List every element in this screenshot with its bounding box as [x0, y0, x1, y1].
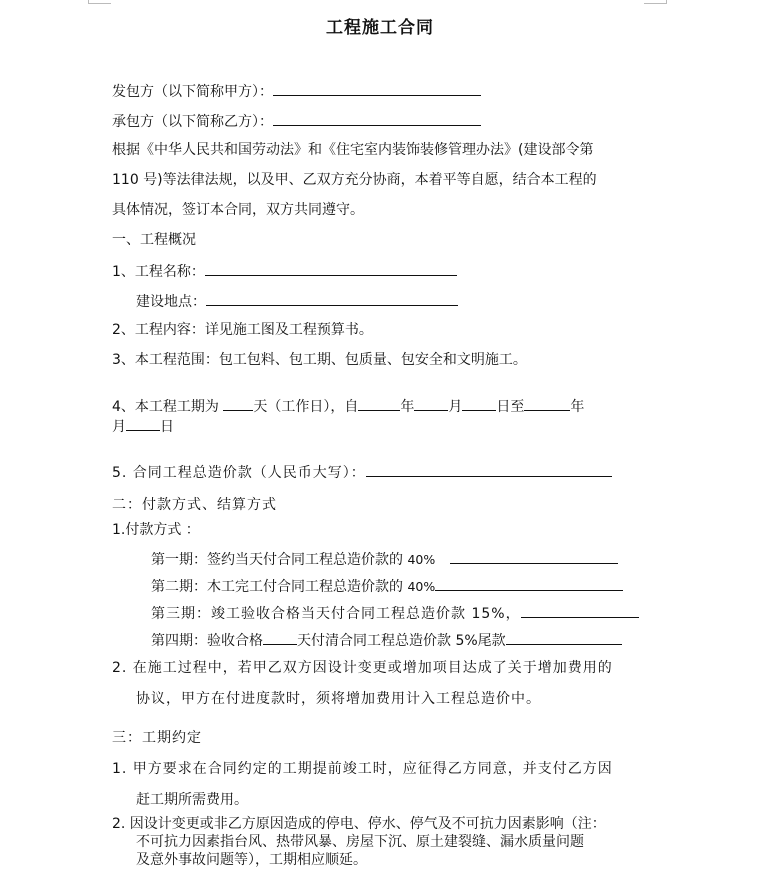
total-price-blank[interactable] — [366, 462, 612, 477]
project-content-line: 2、工程内容：详见施工图及工程预算书。 — [112, 322, 373, 338]
end-day-label: 日 — [160, 419, 174, 435]
end-year-blank[interactable] — [524, 396, 570, 411]
total-price-line — [112, 462, 612, 482]
payment-phase-3-blank[interactable] — [521, 603, 639, 618]
payment-method-label: 1.付款方式 ： — [112, 522, 200, 538]
start-day-label: 日至 — [496, 399, 525, 415]
payment-phase-2-blank[interactable] — [435, 576, 623, 591]
payment-phase-3-text: 第三期：竣工验收合格当天付合同工程总造价款 15%， — [151, 606, 521, 622]
payment-phase-4-text: 天付清合同工程总造价款 5%尾款 — [297, 633, 506, 649]
payment-phase-1-text: 第一期：签约当天付合同工程总造价款的 — [151, 552, 403, 568]
section-2-item-2-line-1: 2. 在施工过程中，若甲乙双方因设计变更或增加项目达成了关于增加费用的 — [112, 660, 613, 676]
project-scope-line: 3、本工程范围：包工包料、包工期、包质量、包安全和文明施工。 — [112, 352, 527, 368]
party-a-blank[interactable] — [273, 81, 481, 96]
site-location-label: 建设地点： — [136, 294, 206, 310]
document-title: 工程施工合同 — [326, 18, 434, 38]
section-3-item-2-line-3: 及意外事故问题等），工期相应顺延。 — [136, 852, 367, 868]
intro-line-3: 具体情况，签订本合同，双方共同遵守。 — [112, 202, 364, 218]
party-b-blank[interactable] — [273, 111, 481, 126]
end-month-label: 月 — [112, 419, 126, 435]
duration-days-label: 天（工作日），自 — [253, 399, 359, 415]
party-a-label: 发包方（以下简称甲方）： — [112, 84, 273, 100]
project-name-line — [112, 261, 457, 281]
section-2-heading: 二：付款方式、结算方式 — [112, 497, 277, 513]
payment-phase-4-blank[interactable] — [506, 630, 622, 645]
project-name-label: 1、工程名称： — [112, 264, 205, 280]
duration-line-2 — [112, 416, 174, 436]
payment-phase-2 — [151, 576, 623, 596]
project-name-blank[interactable] — [205, 261, 457, 276]
payment-phase-2-percent: 40% — [407, 579, 436, 594]
party-b-line — [112, 111, 481, 131]
start-year-blank[interactable] — [358, 396, 400, 411]
duration-prefix: 4、本工程工期为 — [112, 399, 219, 415]
payment-phase-4-days-blank[interactable] — [263, 630, 297, 645]
site-location-blank[interactable] — [206, 291, 458, 306]
payment-phase-4 — [151, 630, 622, 650]
total-price-label: 5. 合同工程总造价款（人民币大写）： — [112, 465, 366, 481]
payment-phase-2-text: 第二期：木工完工付合同工程总造价款的 — [151, 579, 403, 595]
intro-line-1: 根据《中华人民共和国劳动法》和《住宅室内装饰装修管理办法》(建设部令第 — [112, 142, 594, 158]
page-corner-mark-left — [88, 0, 111, 4]
section-2-item-2-line-2: 协议，甲方在付进度款时，须将增加费用计入工程总造价中。 — [136, 691, 541, 707]
party-b-label: 承包方（以下简称乙方）： — [112, 114, 273, 130]
payment-phase-1-percent: 40% — [407, 552, 436, 567]
payment-phase-4-prefix: 第四期：验收合格 — [151, 633, 263, 649]
duration-days-blank[interactable] — [223, 396, 253, 411]
section-1-heading: 一、工程概况 — [112, 232, 196, 248]
start-day-blank[interactable] — [462, 396, 496, 411]
intro-line-2: 110 号)等法律法规，以及甲、乙双方充分协商，本着平等自愿，结合本工程的 — [112, 172, 597, 188]
section-3-item-1-line-2: 赶工期所需费用。 — [136, 792, 248, 808]
start-month-blank[interactable] — [414, 396, 448, 411]
payment-phase-3 — [151, 603, 639, 623]
start-year-label: 年 — [400, 399, 415, 415]
section-3-item-2-line-2: 不可抗力因素指台风、热带风暴、房屋下沉、原土建裂缝、漏水质量问题 — [136, 834, 584, 850]
site-location-line — [136, 291, 458, 311]
payment-phase-1-blank[interactable] — [450, 549, 618, 564]
section-3-item-2-line-1: 2. 因设计变更或非乙方原因造成的停电、停水、停气及不可抗力因素影响（注： — [112, 816, 606, 832]
end-year-label: 年 — [570, 399, 585, 415]
section-3-heading: 三：工期约定 — [112, 730, 202, 746]
duration-line — [112, 396, 584, 416]
page-corner-mark-right — [644, 0, 667, 4]
end-day-blank[interactable] — [126, 416, 160, 431]
party-a-line — [112, 81, 481, 101]
payment-phase-1 — [151, 549, 618, 569]
section-3-item-1-line-1: 1. 甲方要求在合同约定的工期提前竣工时，应征得乙方同意，并支付乙方因 — [112, 761, 613, 777]
start-month-label: 月 — [448, 399, 463, 415]
